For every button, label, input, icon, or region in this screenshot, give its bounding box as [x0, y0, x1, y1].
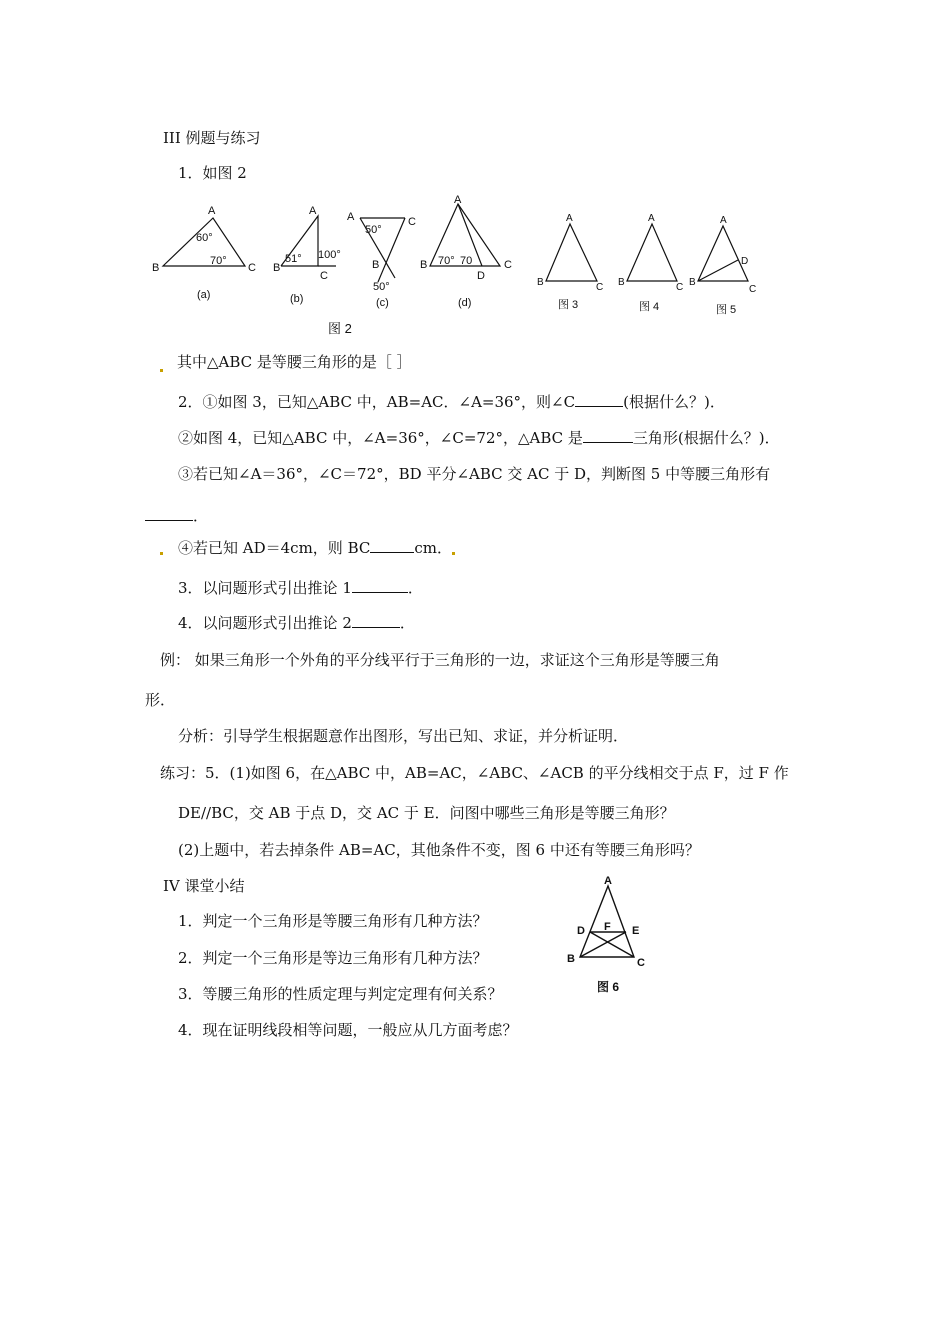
- question-1-label: 1．如图 2: [178, 164, 247, 182]
- answer-blank[interactable]: [370, 538, 414, 553]
- section-4-title: IV 课堂小结: [163, 877, 245, 895]
- fig6-caption: 图 6: [597, 980, 620, 994]
- fig2c-label-A: A: [347, 211, 355, 223]
- fig2b-label-A: A: [309, 205, 317, 217]
- q3-tail: ．: [407, 579, 423, 597]
- fig2a-label-B: B: [152, 262, 160, 274]
- fig2a-sub-label: (a): [197, 289, 211, 301]
- fig6-label-E: E: [632, 925, 640, 937]
- summary-item-3: 3．等腰三角形的性质定理与判定定理有何关系？: [178, 985, 503, 1003]
- fig2a-label-C: C: [248, 262, 256, 274]
- fig2b-label-B: B: [273, 262, 281, 274]
- fig2d-label-B: B: [420, 259, 428, 271]
- q4-text: 4．以问题形式引出推论 2: [178, 614, 352, 632]
- answer-blank[interactable]: [583, 428, 633, 443]
- fig2b-label-C: C: [320, 270, 328, 282]
- fig2a-angle-c: 70°: [210, 255, 227, 267]
- figure-2-drawing: [0, 0, 950, 345]
- answer-blank[interactable]: [352, 578, 408, 593]
- question-4: [178, 613, 415, 633]
- fig6-label-F: F: [604, 921, 611, 933]
- question-3: [178, 578, 423, 598]
- figure-6: [560, 868, 660, 1003]
- q3-text: 3．以问题形式引出推论 1: [178, 579, 352, 597]
- fig5-caption: 图 5: [716, 304, 737, 316]
- question-2-part-2: [178, 428, 780, 448]
- fig5-label-A: A: [720, 215, 727, 226]
- q2-part4-tail: cm．: [414, 539, 452, 557]
- section-3-title: III 例题与练习: [163, 129, 261, 147]
- answer-blank[interactable]: [575, 392, 623, 407]
- fig2b-angle-ext: 100°: [318, 249, 341, 261]
- fig3-label-B: B: [537, 277, 544, 288]
- fig2d-angle-1: 70°: [438, 255, 455, 267]
- example-line-2: 形．: [145, 691, 176, 709]
- answer-blank[interactable]: [145, 506, 193, 521]
- q2-part1-tail: (根据什么？)．: [623, 393, 725, 411]
- exercise-line-1: 练习：5．(1)如图 6，在△ABC 中，AB=AC，∠ABC、∠ACB 的平分线相交于点 F，过 F 作: [160, 764, 789, 782]
- exercise-line-2: DE//BC，交 AB 于点 D，交 AC 于 E．问图中哪些三角形是等腰三角形？: [178, 804, 675, 822]
- fig2d-label-D: D: [477, 270, 485, 282]
- fig3-caption: 图 3: [558, 299, 579, 311]
- fig6-label-C: C: [637, 957, 645, 969]
- fig4-label-B: B: [618, 277, 625, 288]
- fig4-caption: 图 4: [639, 301, 660, 313]
- fig2c-label-B: B: [372, 259, 380, 271]
- example-line-1: 例： 如果三角形一个外角的平分线平行于三角形的一边，求证这个三角形是等腰三角: [160, 651, 720, 669]
- fig2-caption: 图 2: [328, 321, 352, 336]
- question-2-part-4: [178, 538, 452, 558]
- q2-part2-tail: 三角形(根据什么？)．: [632, 429, 780, 447]
- q2-part2-text: ②如图 4，已知△ABC 中，∠A=36°，∠C=72°，△ABC 是: [178, 429, 583, 447]
- fig3-label-A: A: [566, 213, 573, 224]
- q2-part4-text: ④若已知 AD＝4cm，则 BC: [178, 539, 371, 557]
- analysis-text: 分析：引导学生根据题意作出图形，写出已知、求证，并分析证明．: [178, 727, 629, 745]
- fig2c-angle-b: 50°: [373, 281, 390, 293]
- mark-dot: [160, 369, 163, 372]
- fig5-label-B: B: [689, 277, 696, 288]
- summary-item-2: 2．判定一个三角形是等边三角形有几种方法？: [178, 949, 488, 967]
- answer-blank[interactable]: [352, 613, 400, 628]
- summary-item-1: 1．判定一个三角形是等腰三角形有几种方法？: [178, 912, 488, 930]
- fig2a-angle-a: 60°: [196, 232, 213, 244]
- fig2a-label-A: A: [208, 205, 216, 217]
- summary-item-4: 4．现在证明线段相等问题，一般应从几方面考虑？: [178, 1021, 518, 1039]
- fig5-label-D: D: [741, 256, 749, 267]
- question-2-part-3-answer: [145, 506, 208, 526]
- fig6-label-B: B: [567, 953, 575, 965]
- question-2-part-3: ③若已知∠A＝36°，∠C＝72°，BD 平分∠ABC 交 AC 于 D，判断图 5 中等腰三角形有: [178, 465, 771, 483]
- q4-tail: ．: [399, 614, 415, 632]
- fig6-label-D: D: [577, 925, 585, 937]
- fig6-label-A: A: [604, 875, 612, 887]
- fig2c-sub-label: (c): [376, 297, 389, 309]
- fig2d-angle-2: 70: [460, 255, 473, 267]
- fig4-label-C: C: [676, 282, 684, 293]
- fig2d-label-A: A: [454, 194, 462, 206]
- q2-part3-tail: ．: [193, 507, 209, 525]
- exercise-line-3: (2)上题中，若去掉条件 AB=AC，其他条件不变，图 6 中还有等腰三角形吗？: [178, 841, 700, 859]
- fig2b-angle-b: 51°: [285, 253, 302, 265]
- question-2-part-1: [178, 392, 725, 412]
- fig2b-sub-label: (b): [290, 293, 304, 305]
- question-1-text: 其中△ABC 是等腰三角形的是［ ］: [177, 353, 412, 371]
- fig4-label-A: A: [648, 213, 655, 224]
- fig3-label-C: C: [596, 282, 604, 293]
- fig2c-angle-a: 50°: [365, 224, 382, 236]
- figure-6-drawing: [560, 868, 660, 1003]
- q2-part1-text: 2．①如图 3，已知△ABC 中，AB=AC．∠A=36°，则∠C: [178, 393, 576, 411]
- fig2d-sub-label: (d): [458, 297, 472, 309]
- mark-dot: [452, 552, 455, 555]
- fig2c-label-C: C: [408, 216, 416, 228]
- figure-2: [0, 0, 950, 345]
- fig2d-label-C: C: [504, 259, 512, 271]
- fig5-label-C: C: [749, 284, 757, 295]
- mark-dot: [160, 552, 163, 555]
